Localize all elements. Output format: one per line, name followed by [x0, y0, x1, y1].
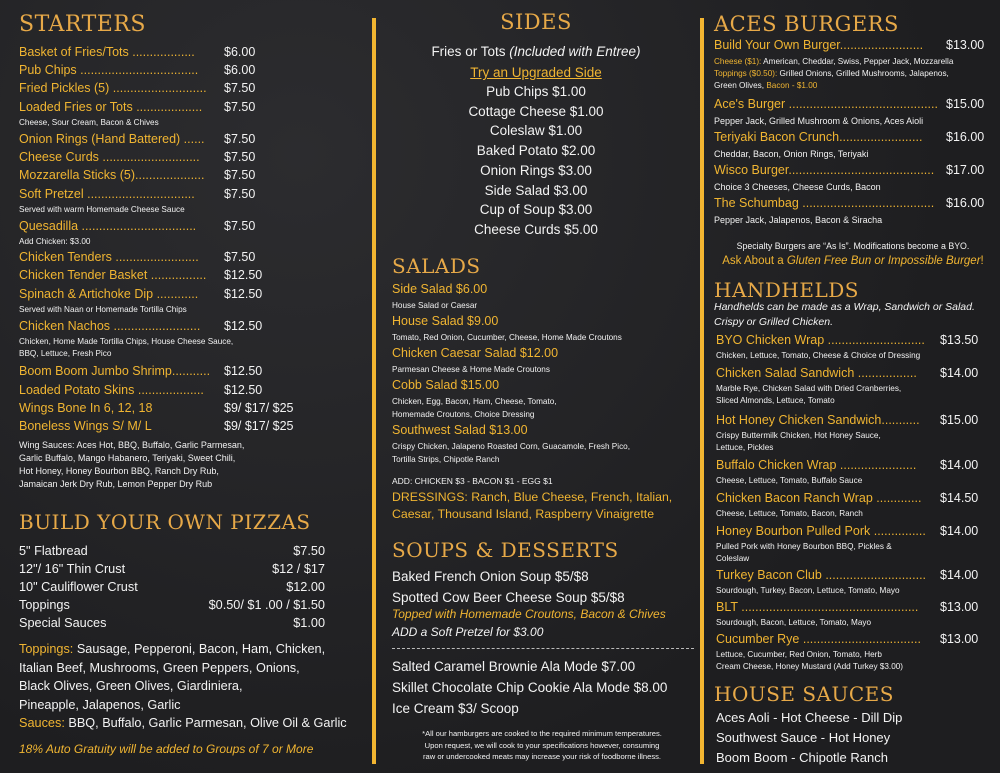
burger-item-desc: Pepper Jack, Grilled Mushroom & Onions, Aces Aioli: [714, 116, 924, 126]
handheld-item-name: BLT ...................................................: [716, 600, 919, 614]
dessert-item: Salted Caramel Brownie Ala Mode $7.00: [392, 659, 636, 674]
starter-item-name: Pub Chips ..................................: [19, 63, 199, 77]
section-title-starters: STARTERS: [19, 12, 146, 37]
starter-item-price: $7.50: [224, 81, 256, 95]
salad-item-name: Southwest Salad $13.00: [392, 423, 528, 437]
handheld-item-name: Cucumber Rye ..................................: [716, 632, 921, 646]
handheld-item-desc: Crispy Buttermilk Chicken, Hot Honey Sauce,: [716, 431, 881, 440]
starter-item-name: Onion Rings (Hand Battered) ......: [19, 132, 205, 146]
byo-toppings-line: Toppings ($0.50): Grilled Onions, Grilled Mushrooms, Jalapenos,: [714, 69, 949, 78]
salad-item-desc: Homemade Croutons, Choice Dressing: [392, 410, 535, 419]
desserts-list: [392, 656, 667, 719]
pizza-item-price: $1.00: [293, 616, 325, 630]
soup-pretzel-note: ADD a Soft Pretzel for $3.00: [392, 625, 544, 639]
handheld-item-name: Buffalo Chicken Wrap ......................: [716, 458, 917, 472]
handheld-item-desc: Cheese, Lettuce, Tomato, Buffalo Sauce: [716, 476, 863, 485]
side-item: Baked Potato $2.00: [476, 143, 596, 159]
sides-intro-text: Fries or Tots: [431, 44, 510, 59]
burger-item-price: $16.00: [946, 196, 985, 210]
salad-item-desc: Chicken, Egg, Bacon, Ham, Cheese, Tomato,: [392, 397, 557, 406]
handhelds-intro: Handhelds can be made as a Wrap, Sandwich or Salad. Crispy or Grilled Chicken.: [714, 301, 975, 328]
handheld-item-name: Chicken Bacon Ranch Wrap .............: [716, 491, 922, 505]
section-title-salads: SALADS: [392, 254, 481, 278]
starter-item-price: $7.50: [224, 219, 256, 233]
handheld-item-desc: Cheese, Lettuce, Tomato, Bacon, Ranch: [716, 509, 863, 518]
starter-item-price: $9/ $17/ $25: [224, 401, 294, 415]
dessert-item: Skillet Chocolate Chip Cookie Ala Mode $8.00: [392, 680, 668, 695]
starter-item-price: $6.00: [224, 63, 256, 77]
section-title-burgers: ACES BURGERS: [714, 12, 899, 36]
side-item: Onion Rings $3.00: [480, 162, 592, 178]
salad-item-name: House Salad $9.00: [392, 314, 499, 328]
starter-item-desc: Cheese, Sour Cream, Bacon & Chives: [19, 118, 159, 127]
pizza-item-price: $7.50: [293, 544, 325, 558]
starter-item-price: $12.50: [224, 383, 263, 397]
pizza-item-price: $12 / $17: [272, 562, 325, 576]
burger-item-desc: Cheddar, Bacon, Onion Rings, Teriyaki: [714, 149, 869, 159]
pizza-item-name: 10" Cauliflower Crust: [19, 580, 138, 594]
starter-item-name: Chicken Tender Basket ................: [19, 268, 207, 282]
pizza-item-name: 5" Flatbread: [19, 544, 88, 558]
starter-item-name: Boom Boom Jumbo Shrimp...........: [19, 364, 211, 378]
dressings-line-1: DRESSINGS: Ranch, Blue Cheese, French, Italian,: [392, 490, 673, 504]
burger-item-price: $17.00: [946, 163, 985, 177]
soup-topped-note: Topped with Homemade Croutons, Bacon & Chives: [392, 607, 666, 621]
dessert-item: Ice Cream $3/ Scoop: [392, 701, 519, 716]
salad-item-desc: House Salad or Caesar: [392, 301, 478, 310]
side-item: Cheese Curds $5.00: [474, 221, 598, 237]
starter-item-name: Spinach & Artichoke Dip ............: [19, 287, 199, 301]
section-title-handhelds: HANDHELDS: [714, 278, 859, 302]
byo-cheese-line: Cheese ($1): American, Cheddar, Swiss, Pepper Jack, Mozzarella: [714, 57, 954, 66]
handheld-item-desc: Sourdough, Turkey, Bacon, Lettuce, Tomato, Mayo: [716, 586, 900, 595]
starter-item-name: Chicken Tenders ........................: [19, 250, 199, 264]
upgraded-side-link: Try an Upgraded Side: [470, 65, 602, 80]
disclaimer-line-3: raw or undercooked meats may increase your risk of foodborne illness.: [422, 752, 662, 761]
salad-item-desc: Crispy Chicken, Jalapeno Roasted Corn, Guacamole, Fresh Pico,: [392, 442, 631, 451]
toppings-line-2: Italian Beef, Mushrooms, Green Peppers, Onions,: [19, 660, 300, 675]
burger-item-name: The Schumbag ......................................: [714, 196, 935, 210]
starter-item-price: $12.50: [224, 364, 263, 378]
pizza-item-price: $12.00: [286, 580, 325, 594]
salad-item-name: Chicken Caesar Salad $12.00: [392, 346, 559, 360]
burger-item-name: Teriyaki Bacon Crunch........................: [714, 130, 923, 144]
section-title-pizzas: BUILD YOUR OWN PIZZAS: [19, 510, 311, 534]
pizza-item-price: $0.50/ $1 .00 / $1.50: [208, 598, 325, 612]
handheld-item-desc: Sourdough, Bacon, Lettuce, Tomato, Mayo: [716, 618, 872, 627]
disclaimer-line-2: Upon request, we will cook to your specifications however, consuming: [424, 740, 660, 750]
starter-item-price: $7.50: [224, 150, 256, 164]
section-title-soups: SOUPS & DESSERTS: [392, 538, 619, 562]
starter-item-desc: Chicken, Home Made Tortilla Chips, House Cheese Sauce,: [19, 337, 234, 346]
starter-item-price: $7.50: [224, 187, 256, 201]
starter-item-price: $7.50: [224, 132, 256, 146]
wing-sauces-line: Jamaican Jerk Dry Rub, Lemon Pepper Dry Rub: [19, 479, 213, 489]
pizza-item-name: 12"/ 16" Thin Crust: [19, 562, 126, 576]
handheld-item-desc: Lettuce, Pickles: [716, 443, 774, 452]
toppings-line-3: Black Olives, Green Olives, Giardiniera,: [19, 679, 243, 693]
starter-item-price: $9/ $17/ $25: [224, 419, 294, 433]
salad-addons: ADD: CHICKEN $3 - BACON $1 - EGG $1: [392, 476, 553, 486]
side-item: Side Salad $3.00: [484, 182, 588, 198]
sauces-label: Sauces:: [19, 716, 65, 730]
sides-intro: [380, 44, 692, 59]
salad-item-desc: Parmesan Cheese & Home Made Croutons: [392, 365, 550, 374]
gratuity-note: 18% Auto Gratuity will be added to Groups of 7 or More: [19, 742, 314, 756]
column-divider-left: [372, 18, 376, 764]
burger-item-price: $13.00: [946, 38, 985, 52]
column-divider-right: [700, 18, 704, 764]
food-safety-disclaimer: [386, 728, 698, 763]
pizza-toppings: [19, 640, 347, 733]
toppings-line-1: Sausage, Pepperoni, Bacon, Ham, Chicken,: [73, 642, 326, 656]
handheld-item-price: $13.50: [940, 333, 979, 347]
starter-item-price: $7.50: [224, 168, 256, 182]
sides-intro-italic: (Included with Entree): [509, 44, 641, 59]
handheld-item-desc: Cream Cheese, Honey Mustard (Add Turkey $3.00): [716, 662, 904, 671]
starter-item-name: Fried Pickles (5) ...........................: [19, 81, 207, 95]
starter-item-name: Quesadilla .................................: [19, 219, 197, 233]
handheld-item-desc: Lettuce, Cucumber, Red Onion, Tomato, Herb: [716, 650, 882, 659]
starter-item-desc: Add Chicken: $3.00: [19, 237, 91, 246]
burger-item-name: Ace's Burger ...........................................: [714, 97, 938, 111]
house-sauces-list: [716, 708, 902, 768]
side-item: Pub Chips $1.00: [486, 84, 586, 99]
handheld-item-desc: Pulled Pork with Honey Bourbon BBQ, Pickles &: [716, 542, 892, 551]
salad-item-desc: Tortilla Strips, Chipotle Ranch: [392, 455, 500, 464]
starter-item-name: Wings Bone In 6, 12, 18: [19, 401, 153, 415]
specialty-note: Specialty Burgers are “As Is”. Modifications become a BYO.: [736, 241, 970, 251]
side-item: Coleslaw $1.00: [489, 123, 583, 139]
starter-item-name: Cheese Curds ............................: [19, 150, 200, 164]
byo-toppings-line-2: Green Olives, Bacon - $1.00: [714, 81, 818, 90]
burger-item-desc: Choice 3 Cheeses, Cheese Curds, Bacon: [714, 182, 881, 192]
starter-item-price: $7.50: [224, 250, 256, 264]
burger-item-name: Wisco Burger..........................................: [714, 163, 935, 177]
starter-item-name: Soft Pretzel ...............................: [19, 187, 195, 201]
disclaimer-line-1: *All our hamburgers are cooked to the required minimum temperatures.: [422, 729, 662, 738]
section-title-sides: SIDES: [500, 10, 572, 34]
section-title-house-sauces: HOUSE SAUCES: [714, 682, 894, 706]
handheld-item-name: Honey Bourbon Pulled Pork ...............: [716, 524, 926, 538]
wing-sauces-line: Wing Sauces: Aces Hot, BBQ, Buffalo, Garlic Parmesan,: [19, 440, 245, 450]
burger-item-desc: Pepper Jack, Jalapenos, Bacon & Siracha: [714, 215, 883, 225]
starter-item-price: $12.50: [224, 268, 263, 282]
starter-item-desc: BBQ, Lettuce, Fresh Pico: [19, 349, 112, 358]
toppings-line-4: Pineapple, Jalapenos, Garlic: [19, 697, 181, 712]
starter-item-desc: Served with Naan or Homemade Tortilla Chips: [19, 305, 187, 314]
starter-item-name: Basket of Fries/Tots ..................: [19, 45, 195, 59]
soup-item: Spotted Cow Beer Cheese Soup $5/$8: [392, 590, 625, 605]
handheld-item-name: Turkey Bacon Club .............................: [716, 568, 927, 582]
handheld-item-price: $14.00: [940, 568, 979, 582]
starter-item-name: Boneless Wings S/ M/ L: [19, 419, 152, 433]
starter-item-name: Mozzarella Sticks (5)....................: [19, 168, 205, 182]
pizza-item-name: Special Sauces: [19, 616, 107, 630]
handheld-item-price: $14.50: [940, 491, 979, 505]
handheld-item-name: BYO Chicken Wrap ............................: [716, 333, 925, 347]
side-item: Cottage Cheese $1.00: [468, 103, 604, 119]
dressings-line-2: Caesar, Thousand Island, Raspberry Vinaigrette: [392, 507, 655, 521]
soup-item: Baked French Onion Soup $5/$8: [392, 569, 589, 584]
handheld-item-price: $14.00: [940, 458, 979, 472]
starter-item-name: Loaded Fries or Tots ...................: [19, 100, 203, 114]
wing-sauces-line: Garlic Buffalo, Mango Habanero, Teriyaki, Sweet Chili,: [19, 453, 236, 463]
burger-item-price: $16.00: [946, 130, 985, 144]
soups-list: [392, 566, 625, 608]
salad-dressings: [392, 489, 672, 523]
pizza-item-name: Toppings: [19, 598, 70, 612]
gluten-free-note: Ask About a Gluten Free Bun or Impossible Burger!: [722, 255, 984, 267]
handheld-item-desc: Marble Rye, Chicken Salad with Dried Cranberries,: [716, 384, 902, 393]
side-item: Cup of Soup $3.00: [479, 202, 593, 218]
handheld-item-desc: Sliced Almonds, Lettuce, Tomato: [716, 396, 835, 405]
salad-item-desc: Tomato, Red Onion, Cucumber, Cheese, Home Made Croutons: [392, 333, 622, 342]
starter-item-desc: Served with warm Homemade Cheese Sauce: [19, 205, 185, 214]
salad-item-name: Side Salad $6.00: [392, 282, 488, 296]
soup-divider: [392, 648, 694, 649]
starter-item-name: Chicken Nachos .........................: [19, 319, 201, 333]
house-sauce-line: Southwest Sauce - Hot Honey: [716, 730, 891, 745]
starter-item-price: $6.00: [224, 45, 256, 59]
handheld-item-desc: Coleslaw: [716, 554, 750, 563]
house-sauce-line: Boom Boom - Chipotle Ranch: [716, 750, 888, 765]
house-sauce-line: Aces Aoli - Hot Cheese - Dill Dip: [716, 710, 903, 725]
handheld-item-price: $14.00: [940, 524, 979, 538]
pizza-sauces: BBQ, Buffalo, Garlic Parmesan, Olive Oil & Garlic: [64, 716, 347, 730]
handheld-item-name: Chicken Salad Sandwich .................: [716, 366, 917, 380]
toppings-label: Toppings:: [19, 642, 74, 656]
starter-item-price: $12.50: [224, 319, 263, 333]
handheld-item-price: $14.00: [940, 366, 979, 380]
wing-sauces-line: Hot Honey, Honey Bourbon BBQ, Ranch Dry Rub,: [19, 466, 219, 476]
handheld-item-name: Hot Honey Chicken Sandwich...........: [716, 413, 920, 427]
starter-item-price: $7.50: [224, 100, 256, 114]
handheld-item-desc: Chicken, Lettuce, Tomato, Cheese & Choice of Dressing: [716, 351, 921, 360]
burger-item-name: Build Your Own Burger........................: [714, 38, 924, 52]
handheld-item-price: $15.00: [940, 413, 979, 427]
burger-item-price: $15.00: [946, 97, 985, 111]
salad-item-name: Cobb Salad $15.00: [392, 378, 500, 392]
handheld-item-price: $13.00: [940, 632, 979, 646]
starter-item-price: $12.50: [224, 287, 263, 301]
handheld-item-price: $13.00: [940, 600, 979, 614]
starter-item-name: Loaded Potato Skins ...................: [19, 383, 204, 397]
